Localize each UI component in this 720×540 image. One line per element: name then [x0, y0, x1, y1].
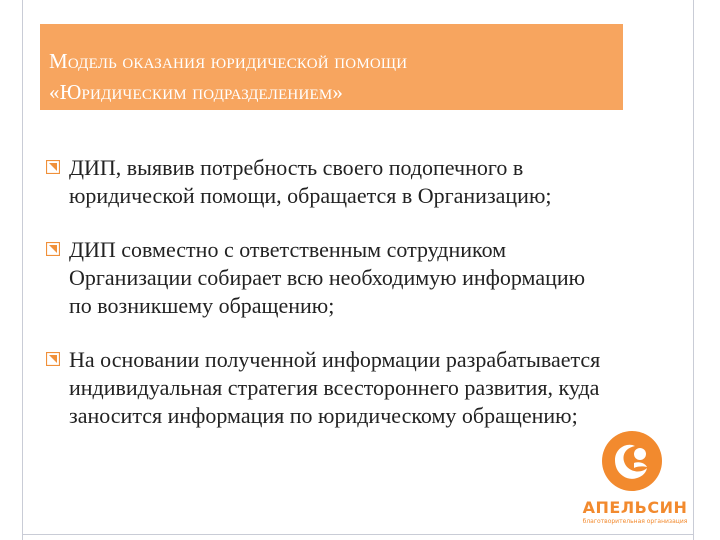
slide-frame-right [693, 0, 694, 540]
logo-subtitle: благотворительная организация [582, 518, 688, 525]
logo-name: АПЕЛЬСИН [582, 498, 688, 517]
bullet-item [46, 346, 606, 430]
slide-title-line-1: Модель оказания юридической помощи [49, 49, 408, 73]
bullet-text: ДИП, выявив потребность своего подопечного в юридической помощи, обращается в Организацию; [69, 155, 552, 208]
bullet-item [46, 236, 606, 320]
bullet-text: На основании полученной информации разрабатывается индивидуальная стратегия всестороннего развития, куда заносится информация по юридическому обращению; [69, 347, 601, 428]
slide-frame-left [22, 0, 23, 540]
organization-logo [580, 430, 690, 530]
bullet-text: ДИП совместно с ответственным сотрудником Организации собирает всю необходимую информацию по возникшему обращению; [69, 237, 586, 318]
bullet-item [46, 154, 606, 210]
bullet-icon [46, 352, 60, 366]
slide-title-line-2: «Юридическим подразделением» [49, 80, 344, 104]
slide-frame-bottom [22, 534, 694, 535]
bullet-list [46, 154, 606, 456]
title-band [40, 24, 623, 110]
bullet-icon [46, 242, 60, 256]
bullet-icon [46, 160, 60, 174]
orange-circle-logo-icon [601, 430, 663, 492]
